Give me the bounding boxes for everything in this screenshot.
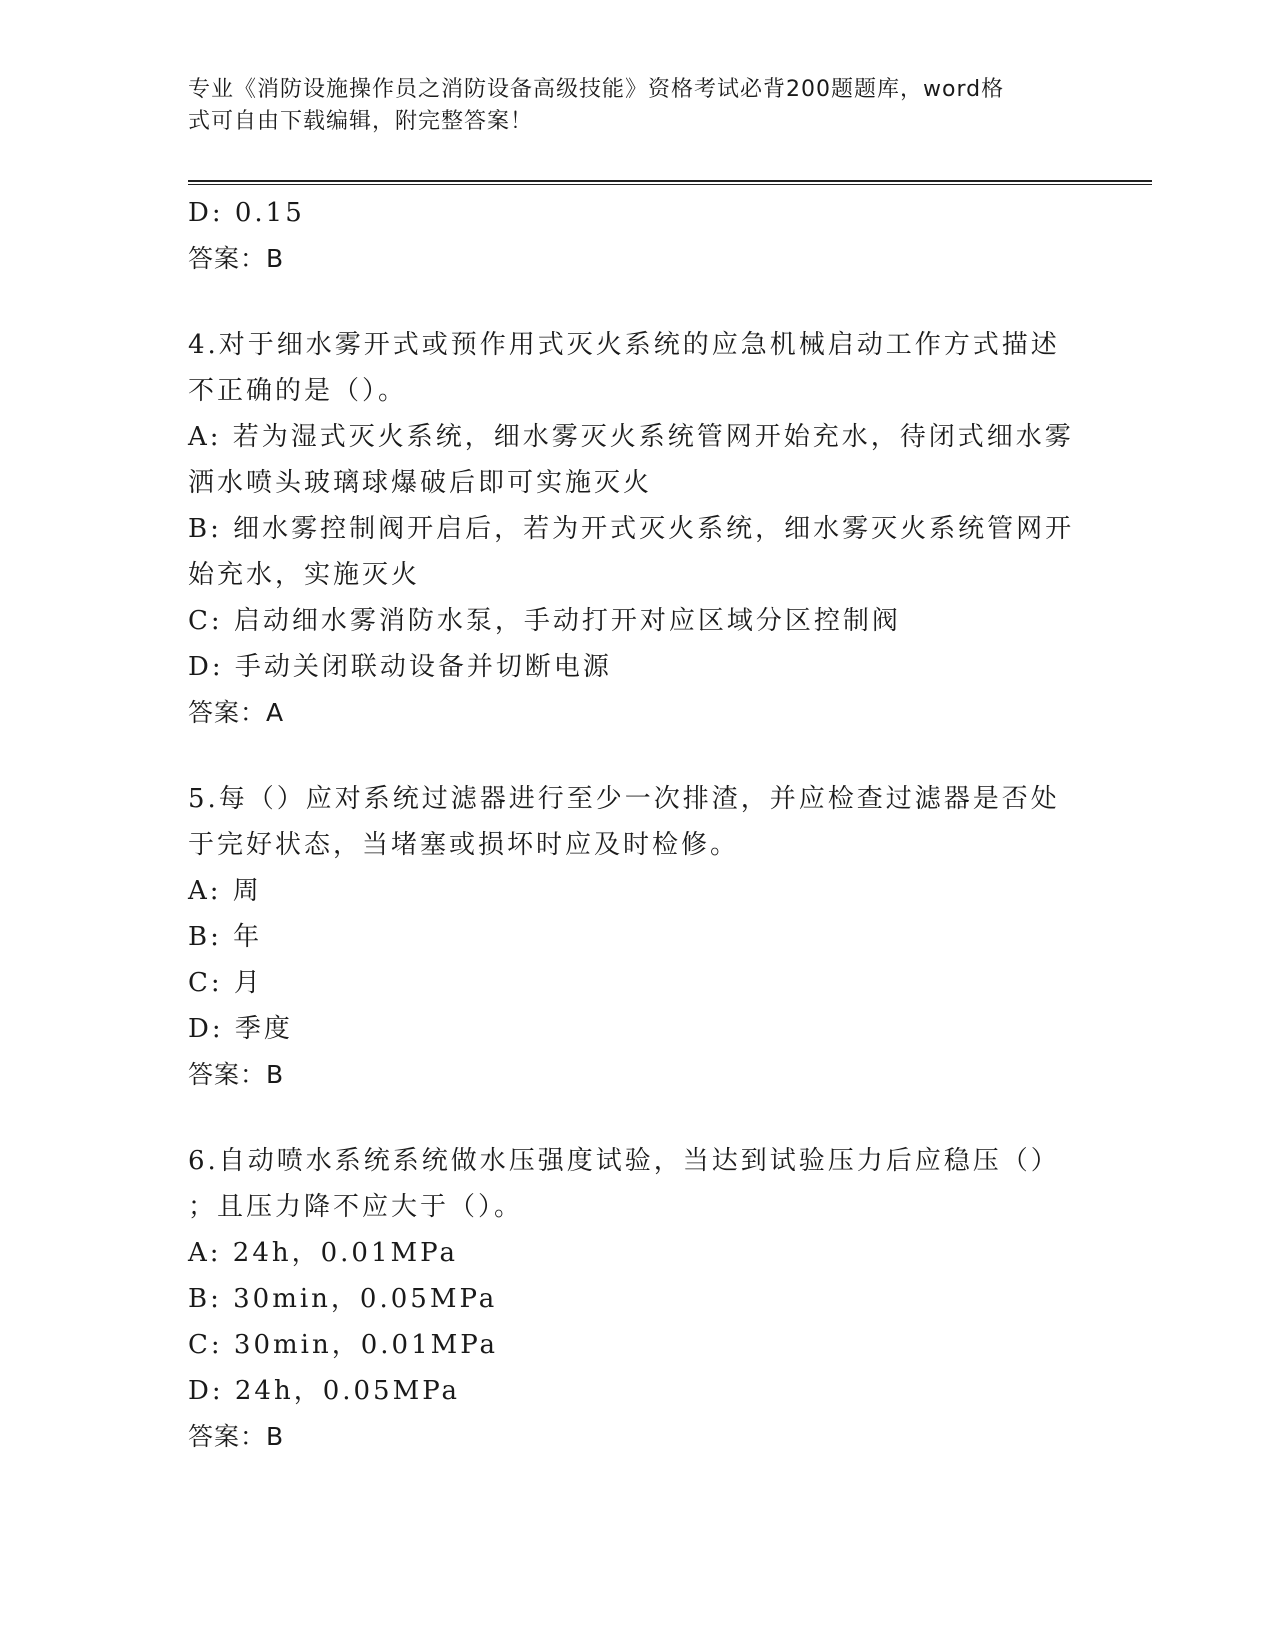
question-6 — [188, 1138, 1088, 1460]
question-stem: 4.对于细水雾开式或预作用式灭火系统的应急机械启动工作方式描述 — [188, 330, 1060, 360]
option-b: B: 细水雾控制阀开启后，若为开式灭火系统，细水雾灭火系统管网开 — [188, 514, 1075, 544]
option-c: C: 月 — [188, 968, 263, 998]
question-4 — [188, 322, 1088, 736]
question-stem-continued: 不正确的是（）。 — [188, 376, 408, 406]
option-b-continued: 始充水，实施灭火 — [188, 560, 421, 590]
answer-line: 答案：B — [188, 244, 285, 273]
option-b: B: 年 — [188, 922, 263, 952]
option-a-continued: 洒水喷头玻璃球爆破后即可实施灭火 — [188, 468, 653, 498]
question-stem: 6.自动喷水系统系统做水压强度试验，当达到试验压力后应稳压（） — [188, 1146, 1060, 1176]
option-a: A: 若为湿式灭火系统，细水雾灭火系统管网开始充水，待闭式细水雾 — [188, 422, 1074, 452]
answer-line: 答案：B — [188, 1060, 285, 1089]
header-rule-thin — [188, 184, 1152, 185]
option-b: B: 30min，0.05MPa — [188, 1284, 498, 1314]
option-a: A: 周 — [188, 876, 262, 906]
option-a: A: 24h，0.01MPa — [188, 1238, 458, 1268]
question-list — [188, 190, 1088, 1460]
answer-line: 答案：B — [188, 1422, 285, 1451]
option-d: D: 0.15 — [188, 198, 305, 228]
option-c: C: 启动细水雾消防水泵，手动打开对应区域分区控制阀 — [188, 606, 901, 636]
header-line-1: 专业《消防设施操作员之消防设备高级技能》资格考试必背200题题库，word格 — [188, 77, 1005, 102]
option-d: D: 季度 — [188, 1014, 293, 1044]
question-stem: 5.每（）应对系统过滤器进行至少一次排渣，并应检查过滤器是否处 — [188, 784, 1060, 814]
question-stem-continued: ；且压力降不应大于（）。 — [188, 1192, 524, 1222]
option-d: D: 手动关闭联动设备并切断电源 — [188, 652, 612, 682]
header-rule-thick — [188, 180, 1152, 182]
question-5 — [188, 776, 1088, 1098]
document-header — [188, 74, 1068, 138]
option-c: C: 30min，0.01MPa — [188, 1330, 499, 1360]
question-stem-continued: 于完好状态，当堵塞或损坏时应及时检修。 — [188, 830, 740, 860]
option-d: D: 24h，0.05MPa — [188, 1376, 461, 1406]
answer-line: 答案：A — [188, 698, 285, 727]
header-line-2: 式可自由下载编辑，附完整答案！ — [188, 109, 534, 134]
previous-question-tail — [188, 190, 1088, 282]
